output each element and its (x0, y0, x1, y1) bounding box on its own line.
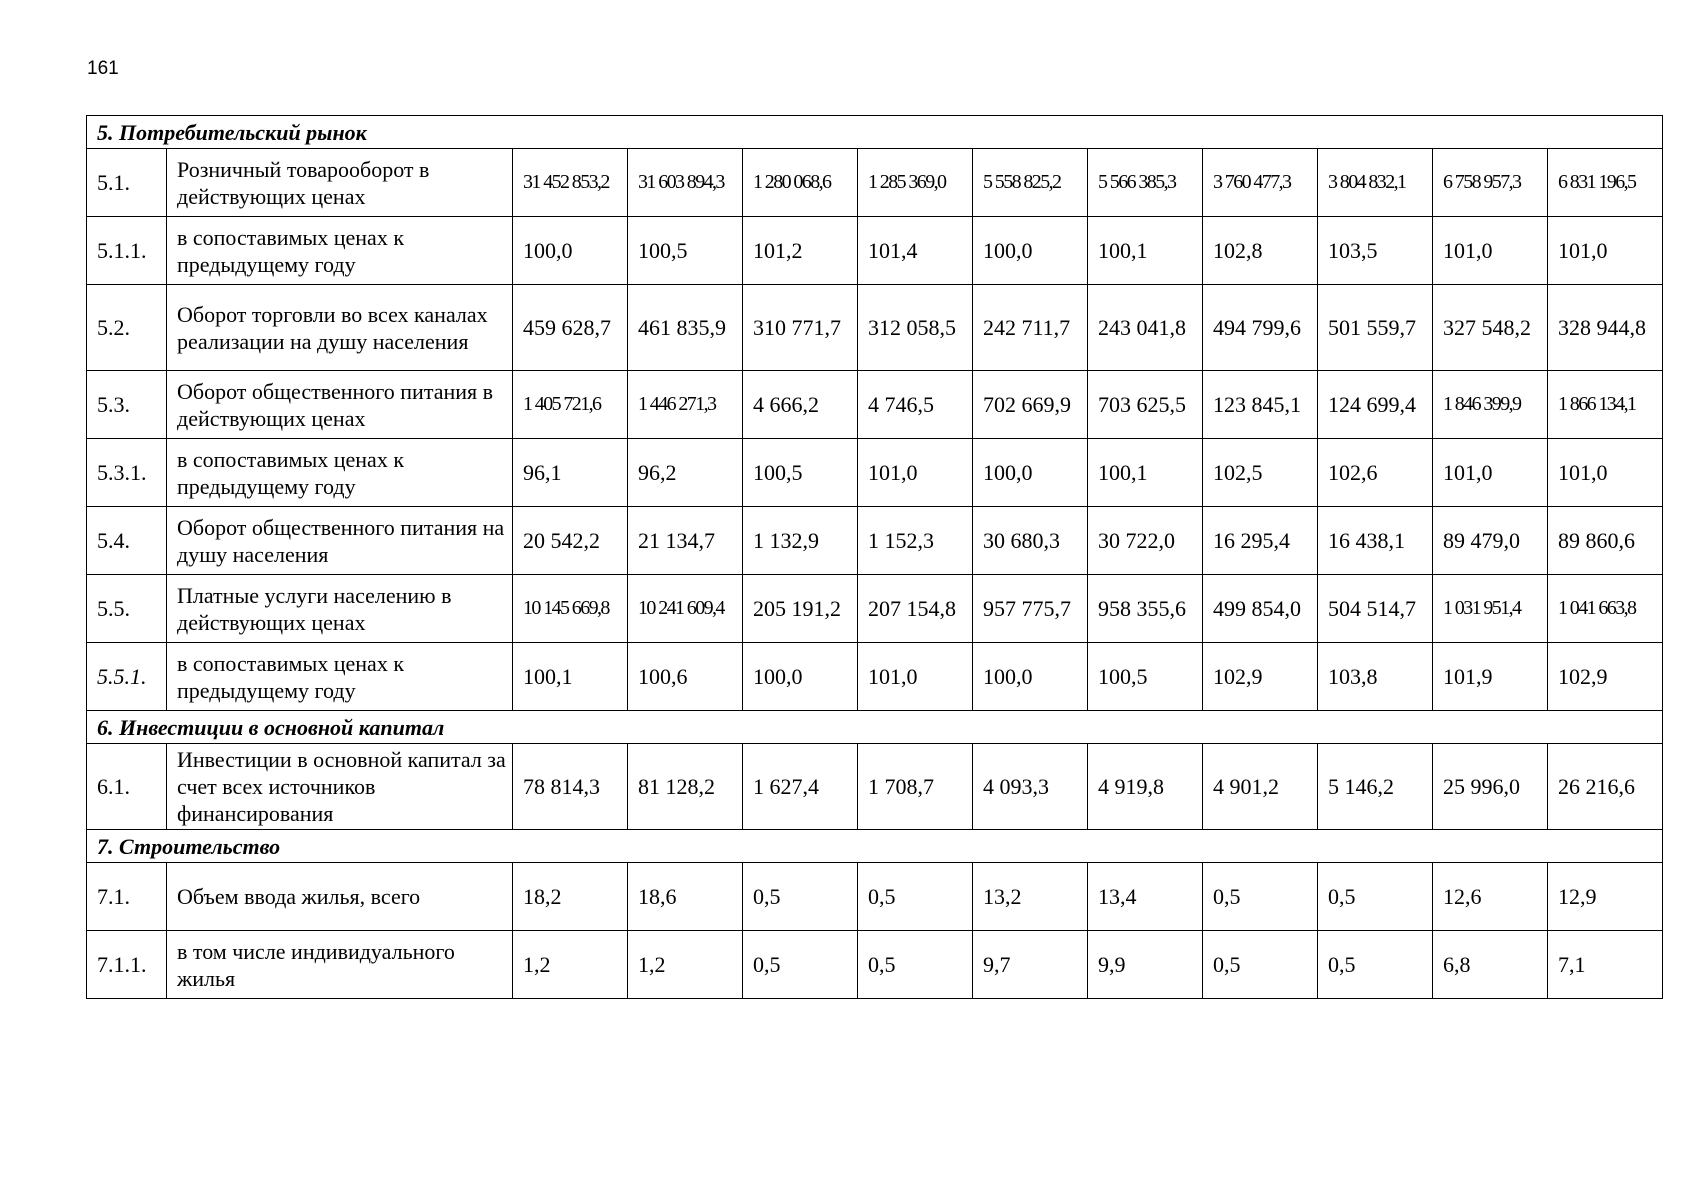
value-cell: 102,6 (1318, 439, 1433, 507)
table-row (87, 744, 1663, 830)
value-cell: 958 355,6 (1088, 575, 1203, 643)
value-cell: 21 134,7 (628, 507, 743, 575)
value-cell: 494 799,6 (1203, 285, 1318, 371)
value-cell: 101,9 (1433, 643, 1548, 711)
value-cell: 6 758 957,3 (1433, 149, 1548, 217)
section-title: 5. Потребительский рынок (87, 116, 1663, 149)
value-cell: 12,9 (1548, 863, 1663, 931)
value-cell: 4 919,8 (1088, 744, 1203, 830)
value-cell: 9,9 (1088, 931, 1203, 999)
value-cell: 327 548,2 (1433, 285, 1548, 371)
row-code: 5.2. (87, 285, 167, 371)
value-cell: 81 128,2 (628, 744, 743, 830)
page-number: 161 (87, 58, 119, 79)
value-cell: 504 514,7 (1318, 575, 1433, 643)
row-indicator-name: Оборот торговли во всех каналах реализации на душу населения (167, 285, 513, 371)
row-code: 5.4. (87, 507, 167, 575)
value-cell: 102,5 (1203, 439, 1318, 507)
row-indicator-name: в сопоставимых ценах к предыдущему году (167, 439, 513, 507)
value-cell: 3 760 477,3 (1203, 149, 1318, 217)
value-cell: 31 603 894,3 (628, 149, 743, 217)
value-cell: 10 145 669,8 (513, 575, 628, 643)
table-row (87, 575, 1663, 643)
value-cell: 1 132,9 (743, 507, 858, 575)
value-cell: 100,5 (628, 217, 743, 285)
table-row (87, 643, 1663, 711)
table-body (87, 116, 1663, 999)
value-cell: 124 699,4 (1318, 371, 1433, 439)
value-cell: 5 558 825,2 (973, 149, 1088, 217)
value-cell: 18,2 (513, 863, 628, 931)
value-cell: 101,2 (743, 217, 858, 285)
value-cell: 101,0 (858, 439, 973, 507)
value-cell: 4 093,3 (973, 744, 1088, 830)
value-cell: 3 804 832,1 (1318, 149, 1433, 217)
value-cell: 0,5 (858, 863, 973, 931)
value-cell: 100,0 (973, 643, 1088, 711)
value-cell: 4 901,2 (1203, 744, 1318, 830)
value-cell: 499 854,0 (1203, 575, 1318, 643)
section-header-row (87, 711, 1663, 744)
value-cell: 100,1 (513, 643, 628, 711)
value-cell: 12,6 (1433, 863, 1548, 931)
value-cell: 1 846 399,9 (1433, 371, 1548, 439)
value-cell: 0,5 (858, 931, 973, 999)
value-cell: 0,5 (1203, 931, 1318, 999)
value-cell: 100,5 (743, 439, 858, 507)
value-cell: 101,0 (1548, 439, 1663, 507)
value-cell: 101,0 (1433, 217, 1548, 285)
value-cell: 310 771,7 (743, 285, 858, 371)
value-cell: 1 627,4 (743, 744, 858, 830)
value-cell: 103,5 (1318, 217, 1433, 285)
value-cell: 0,5 (1318, 863, 1433, 931)
table-row (87, 507, 1663, 575)
row-code: 5.3. (87, 371, 167, 439)
value-cell: 31 452 853,2 (513, 149, 628, 217)
value-cell: 703 625,5 (1088, 371, 1203, 439)
value-cell: 6 831 196,5 (1548, 149, 1663, 217)
section-title: 6. Инвестиции в основной капитал (87, 711, 1663, 744)
value-cell: 16 295,4 (1203, 507, 1318, 575)
value-cell: 13,2 (973, 863, 1088, 931)
value-cell: 1 152,3 (858, 507, 973, 575)
value-cell: 96,1 (513, 439, 628, 507)
value-cell: 5 146,2 (1318, 744, 1433, 830)
value-cell: 30 680,3 (973, 507, 1088, 575)
value-cell: 0,5 (1203, 863, 1318, 931)
value-cell: 101,4 (858, 217, 973, 285)
value-cell: 25 996,0 (1433, 744, 1548, 830)
value-cell: 100,0 (743, 643, 858, 711)
value-cell: 102,9 (1203, 643, 1318, 711)
value-cell: 957 775,7 (973, 575, 1088, 643)
value-cell: 328 944,8 (1548, 285, 1663, 371)
value-cell: 20 542,2 (513, 507, 628, 575)
value-cell: 1,2 (628, 931, 743, 999)
row-indicator-name: Оборот общественного питания на душу населения (167, 507, 513, 575)
value-cell: 207 154,8 (858, 575, 973, 643)
value-cell: 1,2 (513, 931, 628, 999)
value-cell: 9,7 (973, 931, 1088, 999)
section-header-row (87, 830, 1663, 863)
value-cell: 103,8 (1318, 643, 1433, 711)
value-cell: 5 566 385,3 (1088, 149, 1203, 217)
value-cell: 96,2 (628, 439, 743, 507)
table-row (87, 863, 1663, 931)
value-cell: 0,5 (743, 931, 858, 999)
row-indicator-name: Платные услуги населению в действующих ценах (167, 575, 513, 643)
value-cell: 102,9 (1548, 643, 1663, 711)
row-code: 7.1.1. (87, 931, 167, 999)
row-indicator-name: Оборот общественного питания в действующих ценах (167, 371, 513, 439)
value-cell: 100,0 (513, 217, 628, 285)
value-cell: 16 438,1 (1318, 507, 1433, 575)
value-cell: 26 216,6 (1548, 744, 1663, 830)
value-cell: 312 058,5 (858, 285, 973, 371)
value-cell: 1 405 721,6 (513, 371, 628, 439)
row-code: 5.5.1. (87, 643, 167, 711)
value-cell: 4 666,2 (743, 371, 858, 439)
value-cell: 1 446 271,3 (628, 371, 743, 439)
value-cell: 1 041 663,8 (1548, 575, 1663, 643)
row-indicator-name: в том числе индивидуального жилья (167, 931, 513, 999)
value-cell: 123 845,1 (1203, 371, 1318, 439)
value-cell: 100,5 (1088, 643, 1203, 711)
table-row (87, 931, 1663, 999)
row-indicator-name: Инвестиции в основной капитал за счет всех источников финансирования (167, 744, 513, 830)
row-code: 7.1. (87, 863, 167, 931)
value-cell: 100,1 (1088, 217, 1203, 285)
row-indicator-name: в сопоставимых ценах к предыдущему году (167, 643, 513, 711)
value-cell: 6,8 (1433, 931, 1548, 999)
row-code: 6.1. (87, 744, 167, 830)
value-cell: 18,6 (628, 863, 743, 931)
row-indicator-name: Объем ввода жилья, всего (167, 863, 513, 931)
section-title: 7. Строительство (87, 830, 1663, 863)
value-cell: 501 559,7 (1318, 285, 1433, 371)
table-row (87, 285, 1663, 371)
value-cell: 205 191,2 (743, 575, 858, 643)
value-cell: 89 860,6 (1548, 507, 1663, 575)
value-cell: 100,1 (1088, 439, 1203, 507)
table-row (87, 439, 1663, 507)
row-indicator-name: в сопоставимых ценах к предыдущему году (167, 217, 513, 285)
row-code: 5.1. (87, 149, 167, 217)
table-row (87, 149, 1663, 217)
table-row (87, 217, 1663, 285)
value-cell: 30 722,0 (1088, 507, 1203, 575)
value-cell: 1 285 369,0 (858, 149, 973, 217)
value-cell: 242 711,7 (973, 285, 1088, 371)
value-cell: 4 746,5 (858, 371, 973, 439)
row-code: 5.1.1. (87, 217, 167, 285)
value-cell: 1 031 951,4 (1433, 575, 1548, 643)
value-cell: 7,1 (1548, 931, 1663, 999)
value-cell: 101,0 (1548, 217, 1663, 285)
value-cell: 0,5 (1318, 931, 1433, 999)
value-cell: 1 280 068,6 (743, 149, 858, 217)
value-cell: 100,0 (973, 217, 1088, 285)
value-cell: 0,5 (743, 863, 858, 931)
value-cell: 1 708,7 (858, 744, 973, 830)
value-cell: 101,0 (1433, 439, 1548, 507)
indicators-table (86, 115, 1663, 999)
value-cell: 13,4 (1088, 863, 1203, 931)
value-cell: 101,0 (858, 643, 973, 711)
value-cell: 461 835,9 (628, 285, 743, 371)
row-code: 5.3.1. (87, 439, 167, 507)
value-cell: 89 479,0 (1433, 507, 1548, 575)
row-indicator-name: Розничный товарооборот в действующих ценах (167, 149, 513, 217)
value-cell: 100,0 (973, 439, 1088, 507)
row-code: 5.5. (87, 575, 167, 643)
value-cell: 243 041,8 (1088, 285, 1203, 371)
value-cell: 702 669,9 (973, 371, 1088, 439)
value-cell: 100,6 (628, 643, 743, 711)
value-cell: 10 241 609,4 (628, 575, 743, 643)
value-cell: 1 866 134,1 (1548, 371, 1663, 439)
section-header-row (87, 116, 1663, 149)
table-row (87, 371, 1663, 439)
value-cell: 78 814,3 (513, 744, 628, 830)
value-cell: 102,8 (1203, 217, 1318, 285)
value-cell: 459 628,7 (513, 285, 628, 371)
